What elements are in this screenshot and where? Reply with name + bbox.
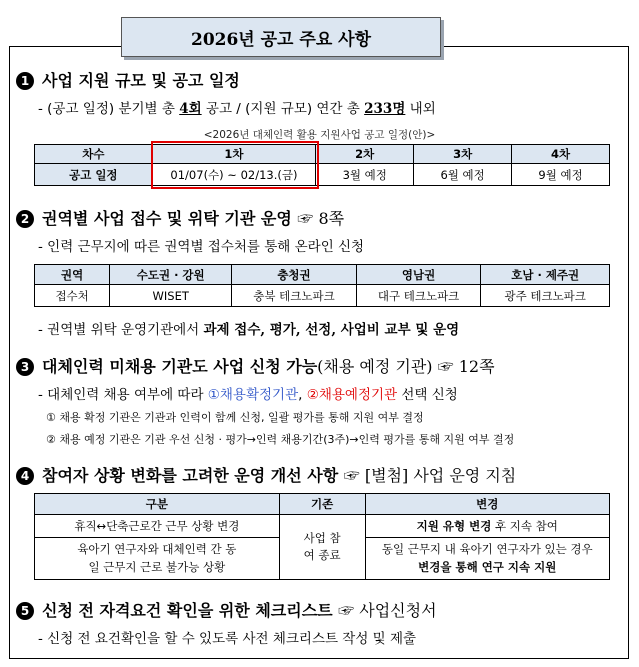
table-header: 기존 <box>279 494 365 515</box>
section-5-heading <box>16 598 437 621</box>
cell-emphasis: 지원 유형 변경 <box>416 519 492 533</box>
section-2-bullet: - 인력 근무지에 따른 권역별 접수처를 통해 온라인 신청 <box>38 239 365 255</box>
table-header: 1차 <box>152 145 316 164</box>
table-header: 구분 <box>35 494 280 515</box>
section-1-bullet <box>38 97 436 117</box>
section-1-number: 1 <box>16 72 34 90</box>
section-3-number: 3 <box>16 358 34 376</box>
section-3-title: 대체인력 미채용 기관도 사업 신청 가능 <box>42 357 318 376</box>
bullet-text: - (공고 일정) 분기별 총 <box>38 101 180 117</box>
section-4-tail: ☞ [별첨] 사업 운영 지침 <box>343 466 517 485</box>
section-5-title: 신청 전 자격요건 확인을 위한 체크리스트 <box>42 601 333 620</box>
table-cell: 충북 테크노파크 <box>232 285 357 307</box>
region-table <box>34 264 610 307</box>
section-2-title: 권역별 사업 접수 및 위탁 기관 운영 <box>42 209 292 228</box>
table-cell: WISET <box>110 285 232 307</box>
table-cell <box>35 538 280 580</box>
section-3-bullet <box>38 383 458 403</box>
table-header: 충청권 <box>232 265 357 285</box>
merged-text: 사업 참여 종료 <box>303 530 341 562</box>
section-5-bullet: - 신청 전 요건확인을 할 수 있도록 사전 체크리스트 작성 및 제출 <box>38 631 417 647</box>
schedule-caption: <2026년 대체인력 활용 지원사업 공고 일정(안)> <box>203 129 436 141</box>
bullet-emphasis: 과제 접수, 평가, 선정, 사업비 교부 및 운영 <box>203 322 460 338</box>
bullet-text: , <box>298 387 307 403</box>
first-round-highlight <box>151 141 319 189</box>
section-3-note-2: ② 채용 예정 기관은 기관 우선 신청 · 평가→인력 채용기간(3주)→인력 평가를 통해 지원 여부 결정 <box>46 433 515 446</box>
planned-option: ②채용예정기관 <box>306 387 398 403</box>
table-row-label: 공고 일정 <box>35 164 153 186</box>
bullet-text: 선택 신청 <box>397 387 458 403</box>
support-count: 233명 <box>364 101 406 117</box>
page-pointer: ☞ 8쪽 <box>297 209 345 228</box>
bullet-text: - 권역별 위탁 운영기관에서 <box>38 322 204 338</box>
section-4-heading <box>16 463 516 486</box>
section-4-number: 4 <box>16 467 34 485</box>
section-1-title: 사업 지원 규모 및 공고 일정 <box>42 71 240 90</box>
bullet-text: 공고 / (지원 규모) 연간 총 <box>201 101 365 117</box>
schedule-table <box>34 144 610 186</box>
section-1-heading <box>16 68 240 91</box>
section-3-tail: (채용 예정 기관) ☞ 12쪽 <box>317 357 495 376</box>
section-5-tail: ☞ 사업신청서 <box>338 601 437 620</box>
table-header: 영남권 <box>356 265 481 285</box>
table-header: 3차 <box>414 145 512 164</box>
table-header: 2차 <box>316 145 414 164</box>
table-cell: 6월 예정 <box>414 164 512 186</box>
table-header: 권역 <box>35 265 110 285</box>
table-cell: 01/07(수) ~ 02/13.(금) <box>152 164 316 186</box>
cell-text: 동일 근무지 내 육아기 연구자가 있는 경우 <box>381 542 593 557</box>
improvement-table <box>34 493 610 580</box>
section-3-heading <box>16 354 495 377</box>
table-row-label: 접수처 <box>35 285 110 307</box>
section-2-number: 2 <box>16 210 34 228</box>
section-5-number: 5 <box>16 602 34 620</box>
bullet-text: 내외 <box>405 101 436 117</box>
table-header: 4차 <box>512 145 610 164</box>
table-header: 수도권 · 강원 <box>110 265 232 285</box>
page-title: 2026년 공고 주요 사항 <box>121 17 441 57</box>
table-cell: 휴직↔단축근로간 근무 상황 변경 <box>35 515 280 538</box>
table-cell <box>365 538 610 580</box>
table-header: 차수 <box>35 145 153 164</box>
cell-emphasis: 변경을 통해 연구 지속 지원 <box>418 559 557 574</box>
table-cell: 9월 예정 <box>512 164 610 186</box>
table-cell: 대구 테크노파크 <box>356 285 481 307</box>
confirmed-option: ①채용확정기관 <box>207 387 299 403</box>
table-cell <box>365 515 610 538</box>
table-cell: 3월 예정 <box>316 164 414 186</box>
table-cell: 광주 테크노파크 <box>481 285 610 307</box>
bullet-text: - 대체인력 채용 여부에 따라 <box>38 387 208 403</box>
cell-text: 육아기 연구자와 대체인력 간 동일 근무지 근로 불가능 상황 <box>77 542 237 574</box>
section-2-heading <box>16 206 344 229</box>
cell-text: 후 지속 참여 <box>491 519 558 533</box>
table-header: 호남 · 제주권 <box>481 265 610 285</box>
section-4-title: 참여자 상황 변화를 고려한 운영 개선 사항 <box>42 466 339 485</box>
section-2-bullet-2 <box>38 318 459 338</box>
table-cell-merged <box>279 515 365 580</box>
announce-count: 4회 <box>179 101 202 117</box>
section-3-note-1: ① 채용 확정 기관은 기관과 인력이 함께 신청, 일괄 평가를 통해 지원 여부 결정 <box>46 411 424 424</box>
table-header: 변경 <box>365 494 610 515</box>
